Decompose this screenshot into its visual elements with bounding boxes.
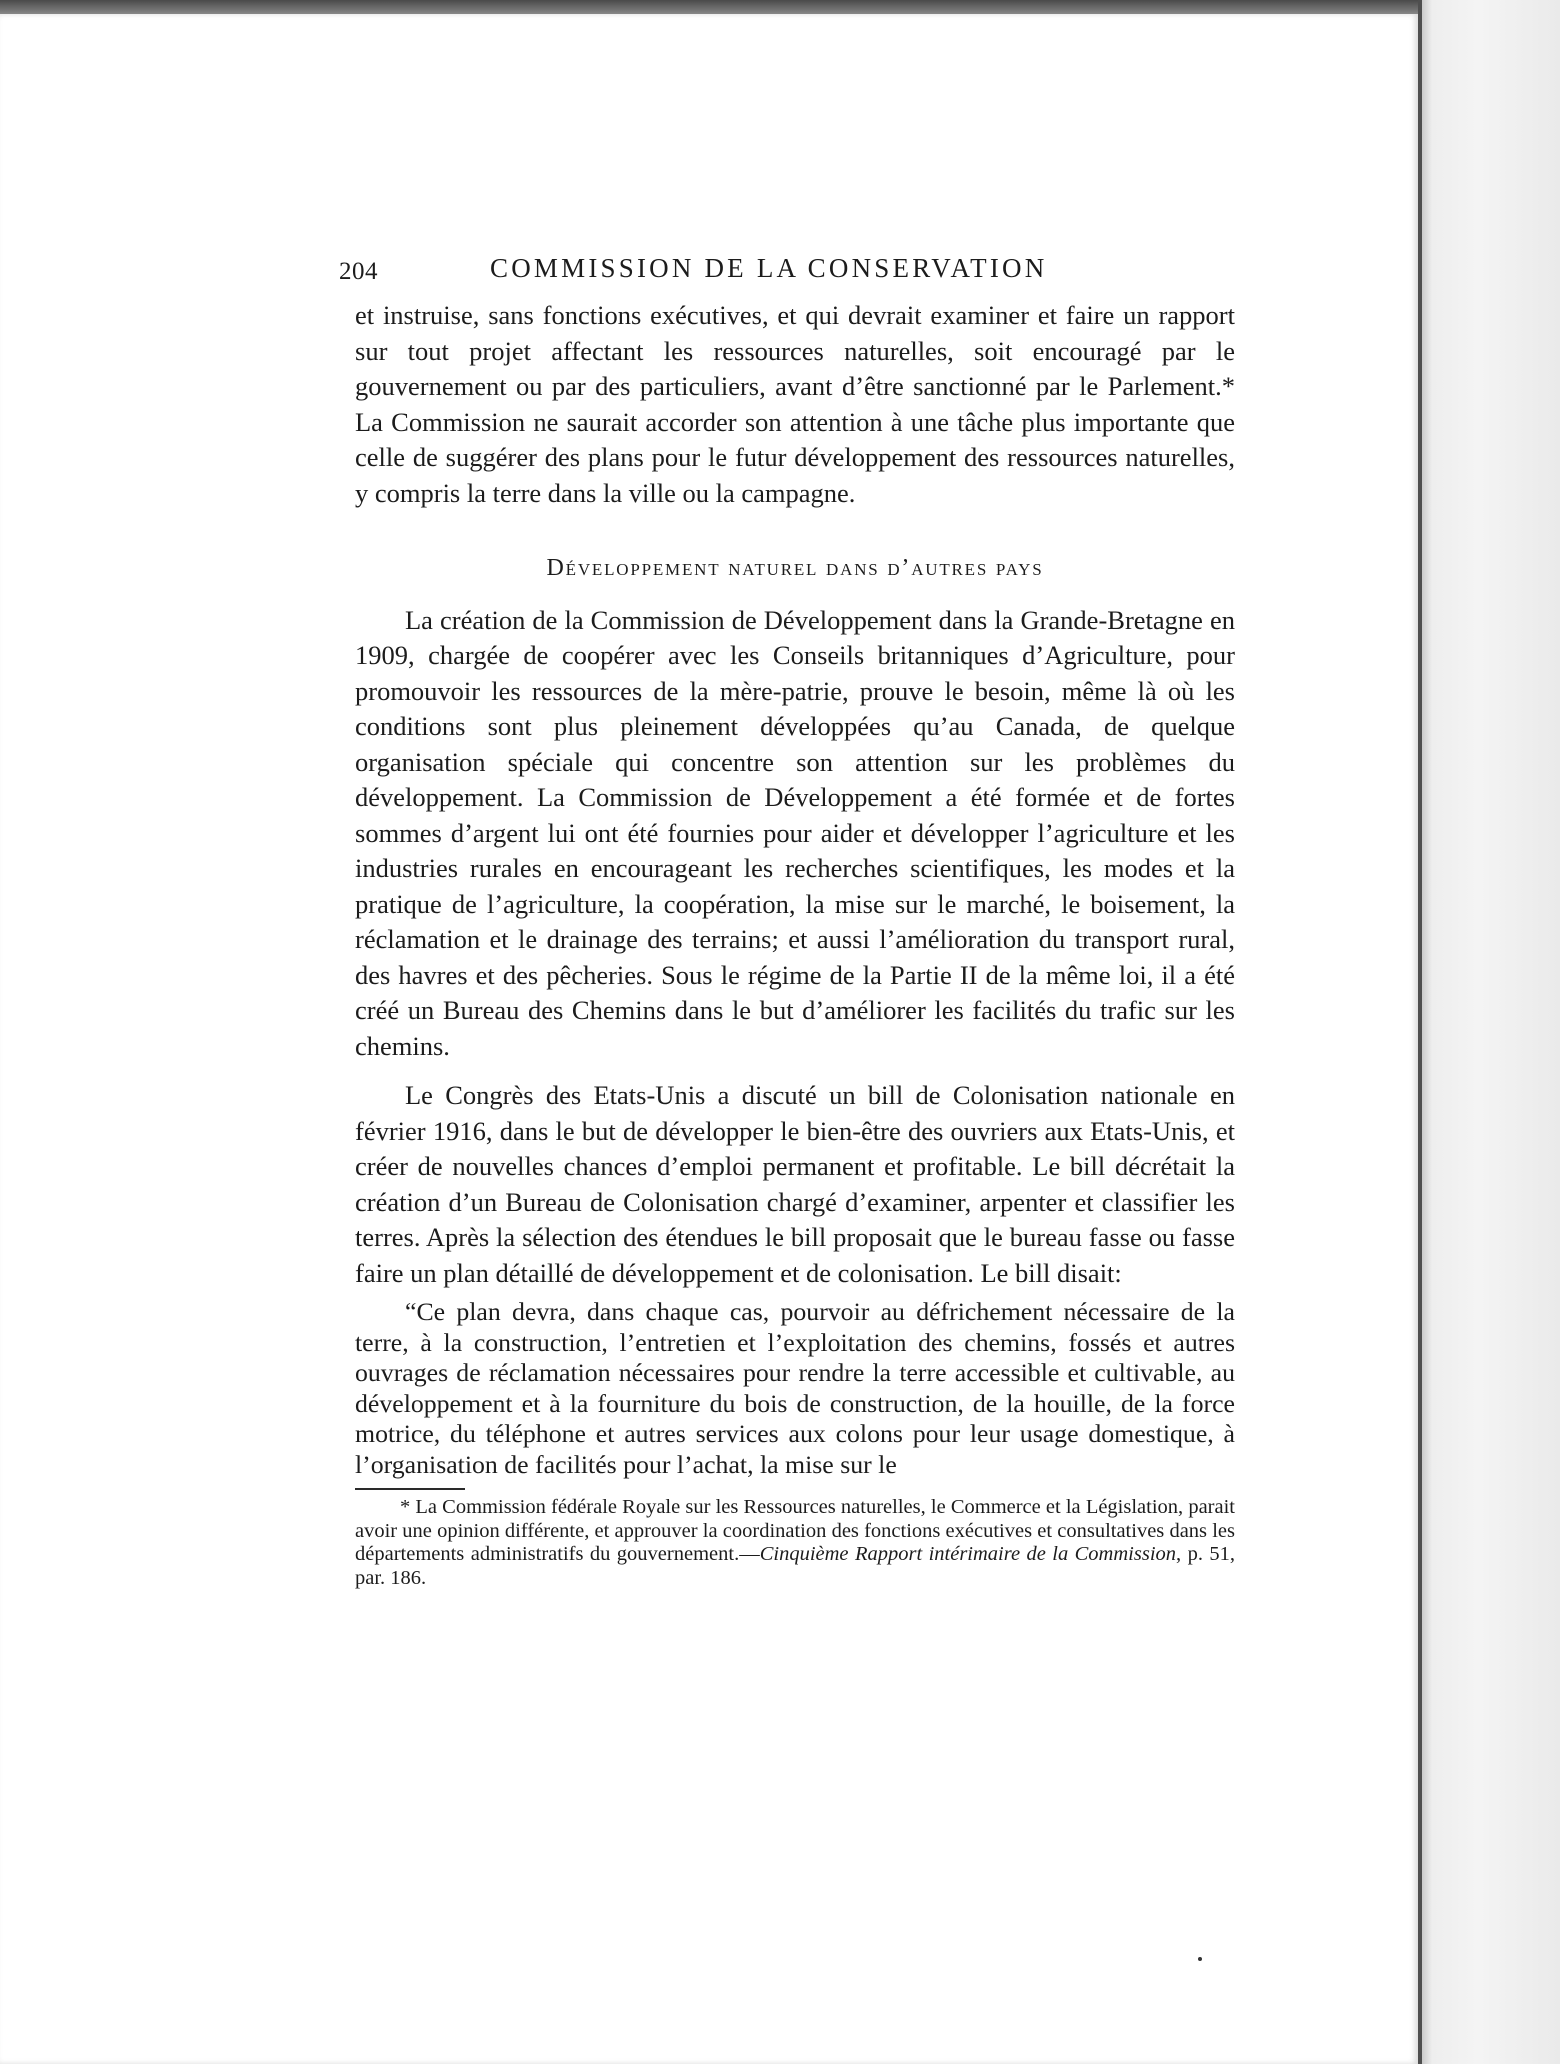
page-number: 204 bbox=[339, 258, 378, 285]
footnote-rule bbox=[355, 1488, 465, 1490]
paragraph-1: et instruise, sans fonctions exécutives, et qui devrait examiner et faire un rapport sur tout projet affectant les ressources naturelles, soit encouragé par le gouvernement ou par des particuliers, avant d’être sanctionné par le Parlement.* La Commission ne saurait accorder son attention à une tâche plus importante que celle de suggérer des plans pour le futur développement des ressources naturelles, y compris la terre dans la ville ou la campagne. bbox=[355, 300, 1235, 508]
adjacent-page-edge bbox=[1418, 0, 1560, 2064]
page-gutter bbox=[1418, 0, 1422, 2064]
footnote-text: * La Commission fédérale Royale sur les Ressources naturelles, le Commerce et la Législation, parait avoir une opinion différente, et approuver la coordination des fonctions exécutives et consultatives dans les départements administratifs du gouvernement.— bbox=[355, 1496, 1235, 1565]
block-quote: “Ce plan devra, dans chaque cas, pourvoir au défrichement nécessaire de la terre, à la construction, l’entretien et l’exploitation des chemins, fossés et autres ouvrages de réclamation nécessaires pour rendre la terre accessible et cultivable, au développement et à la fourniture du bois de construction, de la houille, de la force motrice, du téléphone et autres services aux colons pour leur usage domestique, à l’organisation de facilités pour l’achat, la mise sur le bbox=[355, 1297, 1235, 1479]
footnote-citation: Cinquième Rapport intérimaire de la Commission bbox=[759, 1543, 1177, 1565]
paragraph-3: Le Congrès des Etats-Unis a discuté un bill de Colonisation nationale en février 1916, dans le but de développer le bien-être des ouvriers aux Etats-Unis, et créer de nouvelles chances d’emploi permanent et profitable. Le bill décrétait la création d’un Bureau de Colonisation chargé d’examiner, arpenter et classifier les terres. Après la sélection des étendues le bill proposait que le bureau fasse ou fasse faire un plan détaillé de développement et de colonisation. Le bill disait: bbox=[355, 1080, 1235, 1288]
body-text bbox=[355, 298, 1235, 1291]
paragraph-2: La création de la Commission de Développement dans la Grande-Bretagne en 1909, chargée de coopérer avec les Conseils britanniques d’Agriculture, pour promouvoir les ressources de la mère-patrie, prouve le besoin, même là où les conditions sont plus pleinement développées qu’au Canada, de quelque organisation spéciale qui concentre son attention sur les problèmes du développement. La Commission de Développement a été formée et de fortes sommes d’argent lui ont été fournies pour aider et développer l’agriculture et les industries rurales en encourageant les recherches scientifiques, les modes et la pratique de l’agriculture, la coopération, la mise sur le marché, le boisement, la réclamation et le drainage des terrains; et aussi l’amélioration du transport rural, des havres et des pêcheries. Sous le régime de la Partie II de la même loi, il a été créé un Bureau des Chemins dans le but d’améliorer les facilités du trafic sur les chemins. bbox=[355, 604, 1235, 1061]
footnote bbox=[355, 1496, 1235, 1590]
footnote-tail: , p. 51, par. 186. bbox=[355, 1543, 1236, 1589]
running-head: COMMISSION DE LA CONSERVATION bbox=[490, 253, 1048, 283]
dust-speck bbox=[1198, 1957, 1202, 1961]
page-content bbox=[339, 248, 1236, 1590]
page-header bbox=[339, 248, 1235, 298]
section-heading: Développement naturel dans d’autres pays bbox=[546, 555, 1044, 581]
